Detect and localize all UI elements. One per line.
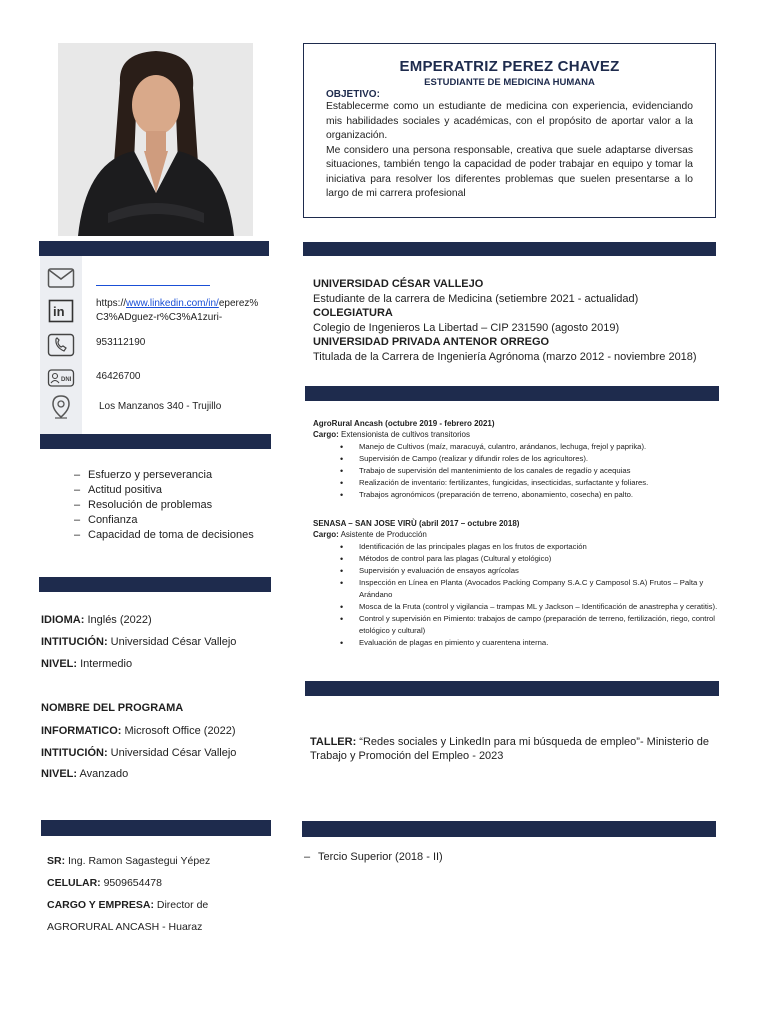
experience-cargo	[313, 429, 723, 440]
section-bar-references	[41, 820, 271, 836]
software-institucion-value: Universidad César Vallejo	[110, 747, 237, 759]
list-item: • Inspección en Línea en Planta (Avocados Packing Company S.A.C y Camposol S.A) Frutos – Palta y Arándano	[331, 577, 718, 601]
list-item: • Evaluación de plagas en pimiento y cuarentena interna.	[331, 637, 718, 649]
education-detail: Estudiante de la carrera de Medicina (setiembre 2021 - actualidad)	[313, 292, 639, 305]
section-bar-training	[305, 681, 719, 696]
institucion-value: Universidad César Vallejo	[110, 636, 237, 648]
linkedin-url-prefix: https://	[96, 298, 127, 309]
nivel-value: Intermedio	[80, 658, 133, 670]
section-bar-languages	[39, 577, 271, 592]
linkedin-url-line2: C3%ADguez-r%C3%A1zuri-	[96, 312, 223, 323]
program-label: NOMBRE DEL PROGRAMA	[41, 702, 184, 714]
language-institucion	[41, 635, 236, 649]
sr-label: SR:	[47, 855, 66, 867]
address: Los Manzanos 340 - Trujillo	[99, 401, 222, 412]
education-institution: COLEGIATURA	[313, 307, 393, 320]
cargo-value: Director de	[156, 899, 209, 911]
list-item: – Esfuerzo y perseverancia	[74, 468, 254, 483]
experience-title: SENASA – SAN JOSE VIRÙ (abril 2017 – octubre 2018)	[313, 519, 520, 528]
experience-tasks	[331, 441, 723, 501]
experience-title: AgroRural Ancash (octubre 2019 - febrero 2021)	[313, 419, 495, 428]
reference-phone	[47, 877, 162, 889]
dni-number: 46426700	[96, 371, 141, 382]
profile-photo	[58, 43, 253, 236]
software-informatico	[41, 724, 236, 738]
section-bar-qualities	[40, 434, 271, 449]
email-link[interactable]	[96, 285, 210, 286]
list-item: • Manejo de Cultivos (maíz, maracuyá, culantro, arándanos, lechuga, frejol y paprika).	[331, 441, 723, 453]
experience-tasks	[331, 541, 718, 649]
experience-cargo-value: Extensionista de cultivos transitorios	[341, 430, 470, 440]
experience-entry	[313, 418, 723, 501]
sr-value: Ing. Ramon Sagastegui Yépez	[68, 855, 211, 867]
candidate-title: ESTUDIANTE DE MEDICINA HUMANA	[424, 77, 595, 88]
nivel-label: NIVEL:	[41, 658, 78, 670]
experience-cargo	[313, 529, 718, 540]
education-detail: Colegio de Ingenieros La Libertad – CIP 231590 (agosto 2019)	[313, 321, 620, 334]
software-institucion	[41, 746, 236, 760]
software-nivel-value: Avanzado	[79, 768, 129, 780]
list-item: • Métodos de control para las plagas (Cultural y etológico)	[331, 553, 718, 565]
software-institucion-label: INTITUCIÓN:	[41, 747, 108, 759]
objective-label: OBJETIVO:	[326, 89, 380, 100]
list-item: – Actitud positiva	[74, 483, 254, 498]
achievements-list	[304, 850, 443, 865]
header-box	[303, 43, 716, 218]
linkedin-link[interactable]: www.linkedin.com/in/	[126, 298, 219, 309]
linkedin-url-suffix: eperez%	[218, 298, 259, 309]
list-item: • Mosca de la Fruta (control y vigilancia – trampas ML y Jackson – Identificación de anastrepha y ceratitis).	[331, 601, 718, 613]
training-entry	[310, 735, 720, 763]
list-item: • Supervisión y evaluación de ensayos agrícolas	[331, 565, 718, 577]
location-pin-icon	[46, 394, 76, 420]
education-institution: UNIVERSIDAD PRIVADA ANTENOR ORREGO	[313, 336, 550, 349]
list-item: – Capacidad de toma de decisiones	[74, 528, 254, 543]
education-detail: Titulada de la Carrera de Ingeniería Agrónoma (marzo 2012 - noviembre 2018)	[313, 350, 697, 363]
list-item: • Trabajo de supervisión del mantenimiento de los canales de regadío y acequias	[331, 465, 723, 477]
informatico-label: INFORMATICO:	[41, 725, 122, 737]
celular-value: 9509654478	[103, 877, 162, 889]
section-bar-contact	[39, 241, 269, 256]
section-bar-achievements	[302, 821, 716, 837]
education-institution: UNIVERSIDAD CÉSAR VALLEJO	[313, 278, 484, 290]
id-card-icon	[46, 365, 76, 391]
education-section	[313, 277, 697, 365]
language-nivel	[41, 657, 132, 671]
experience-entry	[313, 518, 718, 649]
candidate-name: EMPERATRIZ PEREZ CHAVEZ	[399, 58, 620, 75]
software-nivel	[41, 767, 128, 781]
idioma-label: IDIOMA:	[41, 614, 85, 626]
idioma-value: Inglés (2022)	[87, 614, 152, 626]
qualities-list	[74, 468, 254, 543]
reference-name	[47, 855, 210, 867]
reference-company: AGRORURAL ANCASH - Huaraz	[47, 921, 203, 933]
institucion-label: INTITUCIÓN:	[41, 636, 108, 648]
training-value: “Redes sociales y LinkedIn para mi búsqueda de empleo”- Ministerio de Trabajo y Promoción del Empleo - 2023	[310, 736, 710, 762]
training-label: TALLER:	[310, 736, 357, 748]
celular-label: CELULAR:	[47, 877, 101, 889]
reference-cargo	[47, 899, 208, 911]
list-item: – Confianza	[74, 513, 254, 528]
experience-cargo-label: Cargo:	[313, 530, 339, 540]
objective-paragraph-2: Me considero una persona responsable, creativa que suele adaptarse diversas situaciones, también tengo la capacidad de poder trabajar en equipo y tomar la iniciativa para resolver los diferentes problemas que suelen presentarse a lo largo de mi carrera profesional	[326, 144, 693, 199]
svg-text:in: in	[53, 304, 65, 319]
list-item: – Tercio Superior (2018 - II)	[304, 850, 443, 865]
email-icon	[46, 265, 76, 291]
section-bar-education	[303, 242, 716, 256]
cargo-label: CARGO Y EMPRESA:	[47, 899, 154, 911]
dni-badge: DNI	[61, 377, 72, 383]
linkedin-url[interactable]	[96, 297, 258, 325]
list-item: • Control y supervisión en Pimiento: trabajos de campo (preparación de terreno, fertilización, riego, control etológico y cultural)	[331, 613, 718, 637]
language-idioma	[41, 613, 152, 627]
software-nivel-label: NIVEL:	[41, 768, 78, 780]
section-bar-experience	[305, 386, 719, 401]
linkedin-icon	[46, 298, 76, 324]
experience-cargo-label: Cargo:	[313, 430, 339, 440]
objective-paragraph-1: Establecerme como un estudiante de medicina con experiencia, evidenciando mis habilidades sociales y académicas, con el propósito de aportar valor a la organización.	[326, 101, 693, 141]
experience-cargo-value: Asistente de Producción	[340, 530, 427, 540]
informatico-value: Microsoft Office (2022)	[124, 725, 236, 737]
list-item: • Realización de inventario: fertilizantes, fungicidas, insecticidas, surfactante y foliares.	[331, 477, 723, 489]
phone-icon	[46, 332, 76, 358]
phone-number: 953112190	[96, 337, 146, 348]
list-item: • Identificación de las principales plagas en los frutos de exportación	[331, 541, 718, 553]
list-item: – Resolución de problemas	[74, 498, 254, 513]
list-item: • Supervisión de Campo (realizar y difundir roles de los agricultores).	[331, 453, 723, 465]
list-item: • Trabajos agronómicos (preparación de terreno, abonamiento, cosecha) en palto.	[331, 489, 723, 501]
